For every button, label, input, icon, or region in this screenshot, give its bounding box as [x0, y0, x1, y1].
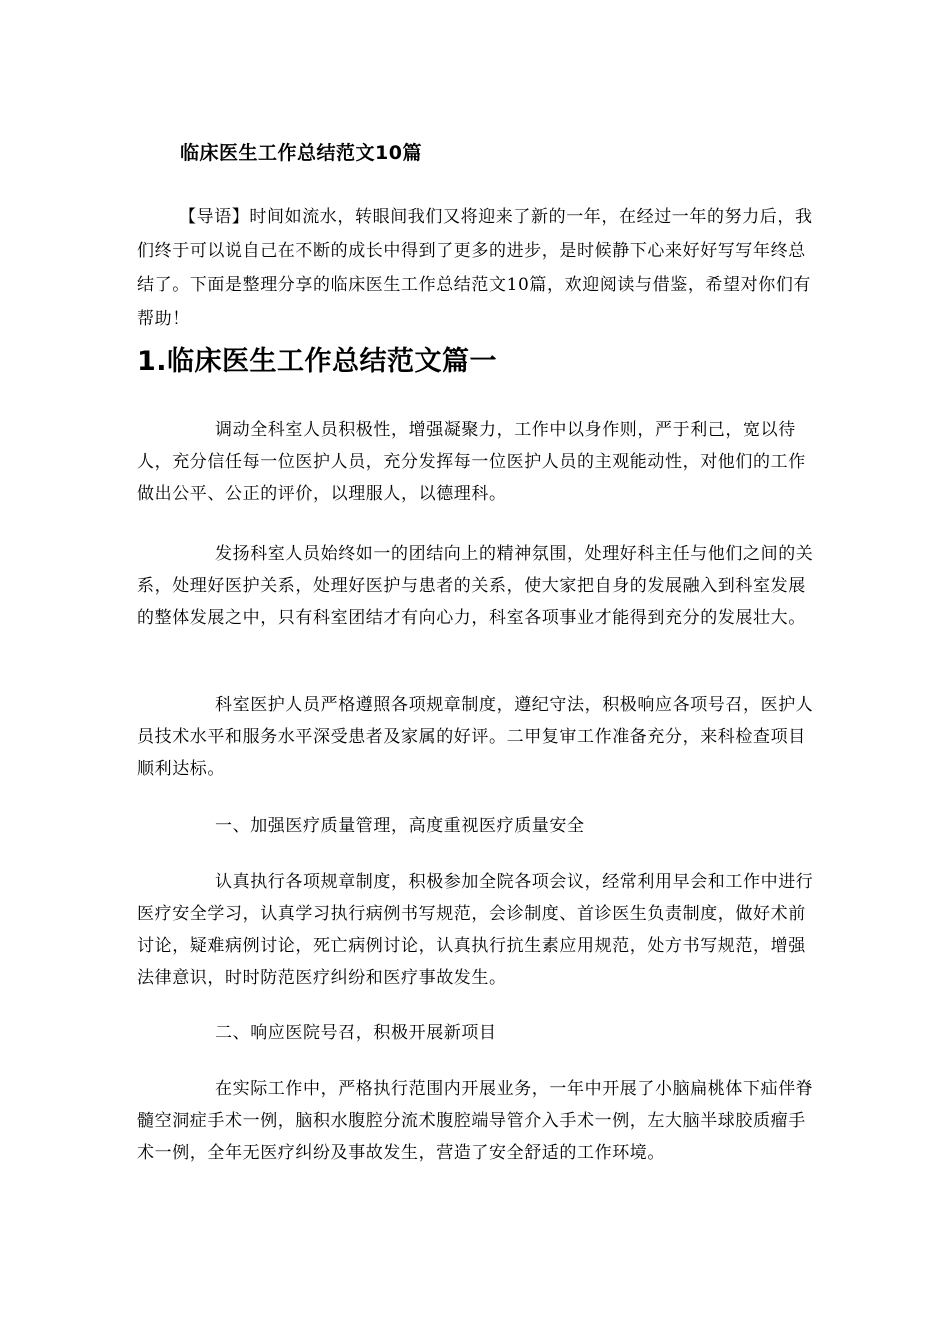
section-heading: 1.临床医生工作总结范文篇一: [137, 346, 498, 377]
document-title: 临床医生工作总结范文10篇: [180, 142, 422, 164]
body-paragraph: 调动全科室人员积极性，增强凝聚力，工作中以身作则，严于利己，宽以待人，充分信任每一位医护人员，充分发挥每一位医护人员的主观能动性，对他们的工作做出公平、公正的评价，以理服人，以德理科。: [137, 420, 806, 504]
subheading-paragraph: 二、响应医院号召，积极开展新项目: [215, 1023, 497, 1043]
intro-paragraph: 【导语】时间如流水，转眼间我们又将迎来了新的一年，在经过一年的努力后，我们终于可以说自己在不断的成长中得到了更多的进步，是时候静下心来好好写写年终总结了。下面是整理分享的临床医生工作总结范文10篇，欢迎阅读与借鉴，希望对你们有帮助！: [137, 207, 813, 329]
body-paragraph: 发扬科室人员始终如一的团结向上的精神氛围，处理好科主任与他们之间的关系，处理好医护关系，处理好医护与患者的关系，使大家把自身的发展融入到科室发展的整体发展之中，只有科室团结才有向心力，科室各项事业才能得到充分的发展壮大。: [137, 544, 814, 628]
body-paragraph: 认真执行各项规章制度，积极参加全院各项会议，经常利用早会和工作中进行医疗安全学习，认真学习执行病例书写规范，会诊制度、首诊医生负责制度，做好术前讨论，疑难病例讨论，死亡病例讨论，认真执行抗生素应用规范，处方书写规范，增强法律意识，时时防范医疗纠纷和医疗事故发生。: [137, 872, 814, 988]
body-paragraph: 在实际工作中，严格执行范围内开展业务，一年中开展了小脑扁桃体下疝伴脊髓空洞症手术一例，脑积水腹腔分流术腹腔端导管介入手术一例，左大脑半球胶质瘤手术一例，全年无医疗纠纷及事故发生，营造了安全舒适的工作环境。: [137, 1079, 814, 1163]
subheading-paragraph: 一、加强医疗质量管理，高度重视医疗质量安全: [215, 816, 585, 836]
body-paragraph: 科室医护人员严格遵照各项规章制度，遵纪守法，积极响应各项号召，医护人员技术水平和服务水平深受患者及家属的好评。二甲复审工作准备充分，来科检查项目顺利达标。: [137, 695, 814, 779]
